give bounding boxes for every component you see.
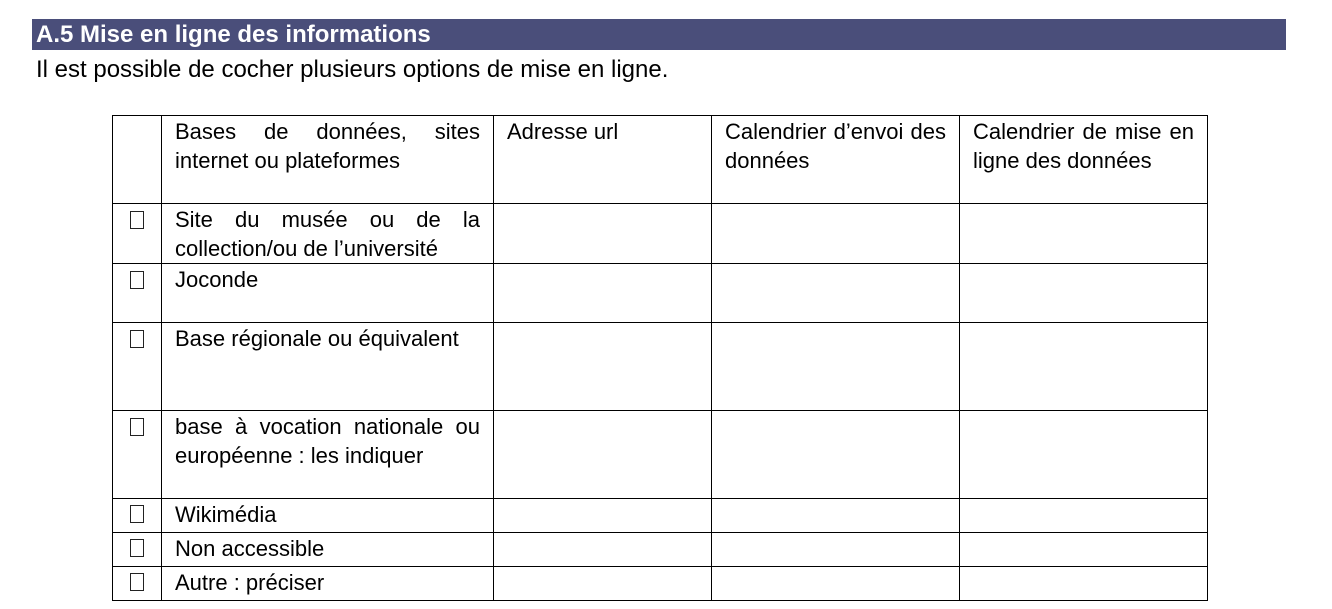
publish-schedule-cell[interactable] bbox=[960, 567, 1208, 601]
checkbox-icon[interactable] bbox=[130, 539, 144, 557]
publish-schedule-cell[interactable] bbox=[960, 323, 1208, 411]
publish-schedule-cell[interactable] bbox=[960, 264, 1208, 323]
table-row bbox=[113, 567, 1208, 601]
header-publish-schedule: Calendrier de mise en ligne des données bbox=[960, 116, 1208, 204]
option-label: Joconde bbox=[162, 264, 494, 323]
send-schedule-cell[interactable] bbox=[712, 264, 960, 323]
option-checkbox[interactable] bbox=[113, 204, 162, 264]
option-checkbox[interactable] bbox=[113, 499, 162, 533]
header-url: Adresse url bbox=[494, 116, 712, 204]
section-title: A.5 Mise en ligne des informations bbox=[32, 19, 1286, 50]
checkbox-icon[interactable] bbox=[130, 505, 144, 523]
publication-options-table bbox=[112, 115, 1208, 601]
publish-schedule-cell[interactable] bbox=[960, 204, 1208, 264]
section-intro: Il est possible de cocher plusieurs options de mise en ligne. bbox=[36, 56, 669, 83]
send-schedule-cell[interactable] bbox=[712, 411, 960, 499]
checkbox-icon[interactable] bbox=[130, 573, 144, 591]
table-row bbox=[113, 499, 1208, 533]
option-label: Site du musée ou de la collection/ou de l’université bbox=[162, 204, 494, 264]
option-checkbox[interactable] bbox=[113, 264, 162, 323]
header-send-schedule: Calendrier d’envoi des données bbox=[712, 116, 960, 204]
option-label: Autre : préciser bbox=[162, 567, 494, 601]
option-label: Non accessible bbox=[162, 533, 494, 567]
send-schedule-cell[interactable] bbox=[712, 533, 960, 567]
option-checkbox[interactable] bbox=[113, 567, 162, 601]
send-schedule-cell[interactable] bbox=[712, 499, 960, 533]
option-checkbox[interactable] bbox=[113, 533, 162, 567]
url-cell[interactable] bbox=[494, 567, 712, 601]
option-checkbox[interactable] bbox=[113, 411, 162, 499]
url-cell[interactable] bbox=[494, 499, 712, 533]
checkbox-icon[interactable] bbox=[130, 271, 144, 289]
url-cell[interactable] bbox=[494, 204, 712, 264]
table-row bbox=[113, 204, 1208, 264]
option-checkbox[interactable] bbox=[113, 323, 162, 411]
send-schedule-cell[interactable] bbox=[712, 567, 960, 601]
option-label: Base régionale ou équivalent bbox=[162, 323, 494, 411]
table-header-row bbox=[113, 116, 1208, 204]
option-label: Wikimédia bbox=[162, 499, 494, 533]
send-schedule-cell[interactable] bbox=[712, 323, 960, 411]
header-checkbox-column bbox=[113, 116, 162, 204]
url-cell[interactable] bbox=[494, 323, 712, 411]
table-row bbox=[113, 264, 1208, 323]
publish-schedule-cell[interactable] bbox=[960, 499, 1208, 533]
checkbox-icon[interactable] bbox=[130, 211, 144, 229]
checkbox-icon[interactable] bbox=[130, 418, 144, 436]
url-cell[interactable] bbox=[494, 411, 712, 499]
option-label: base à vocation nationale ou européenne : les indiquer bbox=[162, 411, 494, 499]
publish-schedule-cell[interactable] bbox=[960, 533, 1208, 567]
publish-schedule-cell[interactable] bbox=[960, 411, 1208, 499]
send-schedule-cell[interactable] bbox=[712, 204, 960, 264]
header-databases: Bases de données, sites internet ou plateformes bbox=[162, 116, 494, 204]
table-row bbox=[113, 533, 1208, 567]
checkbox-icon[interactable] bbox=[130, 330, 144, 348]
table-row bbox=[113, 411, 1208, 499]
url-cell[interactable] bbox=[494, 264, 712, 323]
table-row bbox=[113, 323, 1208, 411]
url-cell[interactable] bbox=[494, 533, 712, 567]
